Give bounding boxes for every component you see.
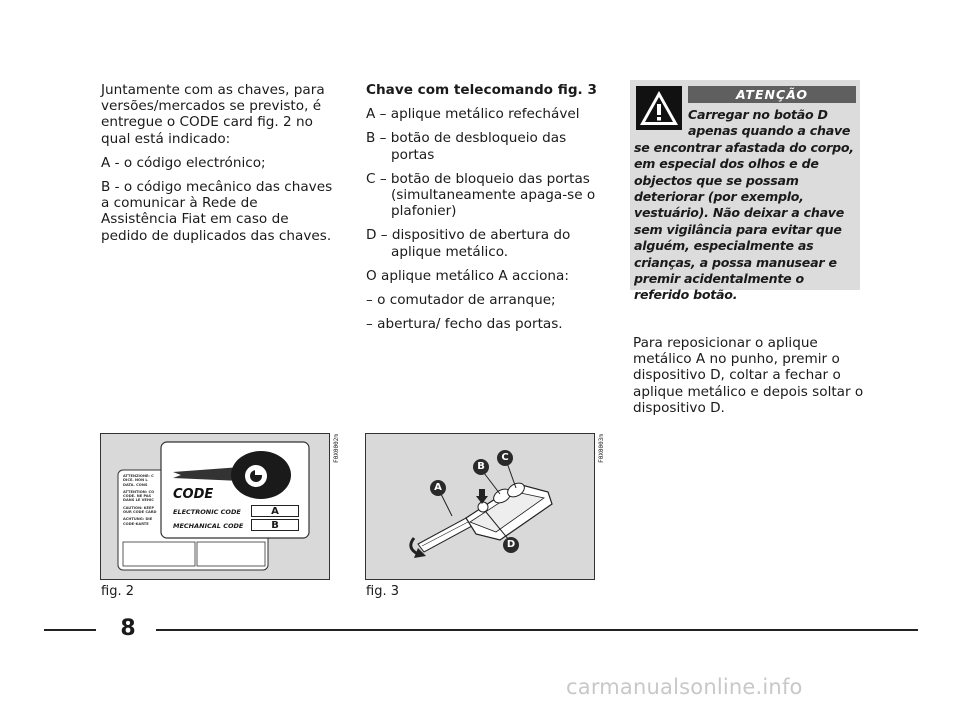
figure-2-caption: fig. 2 <box>101 584 134 599</box>
figure-2-reference: F0X0002m <box>333 434 340 463</box>
figure-3-remote-key <box>365 433 595 580</box>
section-heading: Chave com telecomando fig. 3 <box>366 82 597 98</box>
item-a: A – aplique metálico refechável <box>366 106 580 123</box>
page-number: 8 <box>120 616 136 641</box>
label-d: D <box>506 539 516 550</box>
warning-text-indented: Carregar no botão D apenas quando a chave <box>688 107 851 139</box>
code-a-paragraph: A - o código electrónico; <box>101 154 266 171</box>
warning-text-rest: se encontrar afastada do corpo, em especial dos olhos e de objectos que se possam deteriorar (por exemplo, vestuário). Não deixar a chave sem vigilância para evitar que alguém, especialmente as crianças, a possa manusear e premir acidentalmente o referido botão. <box>634 139 854 303</box>
card-tiny-text: ATTENZIONE: C DICE. NON L DATA. CONS ATTENTION: CO CODE. NE PAS DANS LE VEHIC CAUTION: KEEP OUR CODE CARD ACHTUNG: DIE CODE-KARTE <box>123 474 157 526</box>
label-c: C <box>501 452 509 463</box>
figure-3-reference: F0X0003m <box>598 434 605 463</box>
code-b-paragraph: B - o código mecânico das chaves a comunicar à Rede de Assistência Fiat em caso de pedido de duplicados das chaves. <box>101 179 333 244</box>
reposition-paragraph: Para reposicionar o aplique metálico A no punho, premir o dispositivo D, coltar a fechar o aplique metálico e depois soltar o dispositivo D. <box>633 335 864 416</box>
mechanical-code-label: MECHANICAL CODE <box>173 522 244 530</box>
label-b: B <box>477 461 485 472</box>
figure-2-code-card <box>100 433 330 580</box>
remote-key-illustration <box>366 434 593 578</box>
item-b: B – botão de desbloqueio das portas <box>366 130 567 163</box>
electronic-code-label: ELECTRONIC CODE <box>173 508 241 516</box>
bullet-1: – o comutador de arranque; <box>366 292 556 309</box>
warning-text <box>634 107 858 304</box>
column-3 <box>633 335 865 424</box>
figure-3-caption: fig. 3 <box>366 584 399 599</box>
warning-title: ATENÇÃO <box>688 86 856 103</box>
warning-box <box>630 80 860 303</box>
card-title: CODE <box>173 487 214 502</box>
label-a: A <box>434 482 442 493</box>
item-c: C – botão de bloqueio das portas (simultaneamente apaga-se o plafonier) <box>366 170 596 220</box>
bullet-2: – abertura/ fecho das portas. <box>366 316 563 333</box>
code-box-a: A <box>251 505 299 517</box>
code-box-b: B <box>251 519 299 531</box>
footer-rule-right <box>156 629 918 631</box>
footer-rule-left <box>44 629 96 631</box>
column-2 <box>366 82 606 340</box>
intro-paragraph: Juntamente com as chaves, para versões/mercados se previsto, é entregue o CODE card fig. 2 no qual está indicado: <box>101 82 325 147</box>
item-d: D – dispositivo de abertura do aplique metálico. <box>366 227 571 260</box>
column-1 <box>101 82 337 252</box>
action-paragraph: O aplique metálico A acciona: <box>366 267 569 284</box>
watermark: carmanualsonline.info <box>566 675 803 699</box>
